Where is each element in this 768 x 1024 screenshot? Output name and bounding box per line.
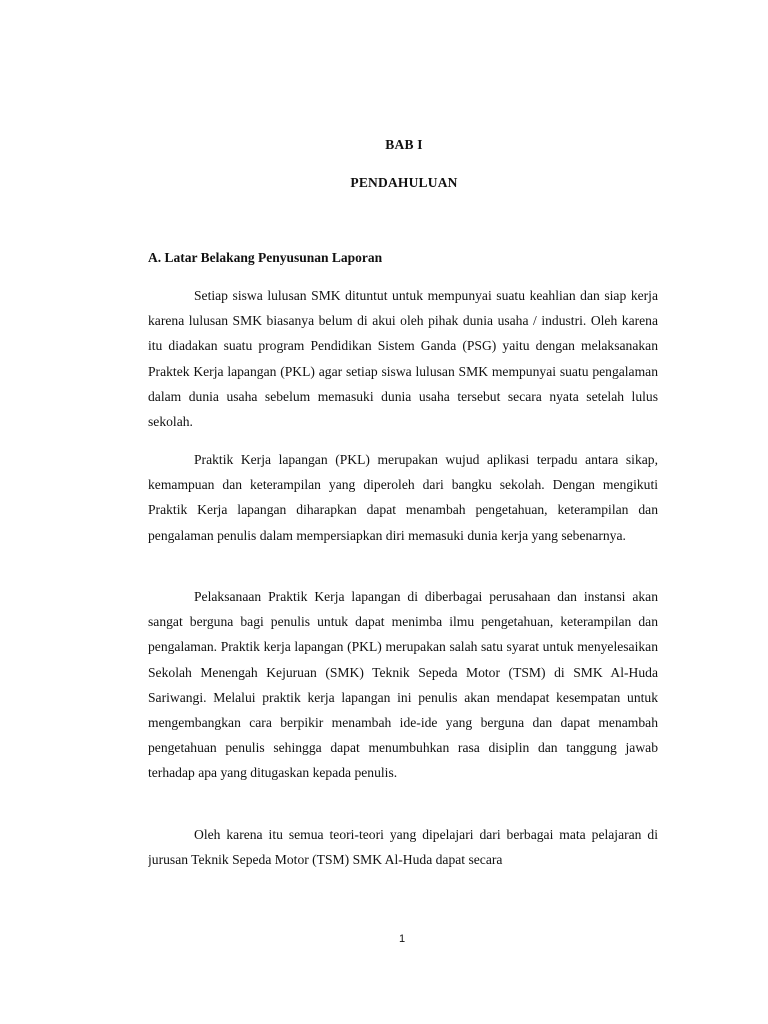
paragraph: Oleh karena itu semua teori-teori yang dipelajari dari berbagai mata pelajaran di jurusan Teknik Sepeda Motor (TSM) SMK Al-Huda dapat secara (148, 827, 658, 868)
section-heading: A. Latar Belakang Penyusunan Laporan (148, 250, 383, 265)
paragraph: Setiap siswa lulusan SMK dituntut untuk mempunyai suatu keahlian dan siap kerja karena lulusan SMK biasanya belum di akui oleh pihak dunia usaha / industri. Oleh karena itu diadakan suatu program Pendidikan Sistem Ganda (PSG) yaitu dengan melaksanakan Praktek Kerja lapangan (PKL) agar setiap siswa lulusan SMK mempunyai suatu pengalaman dalam dunia usaha sebelum memasuki dunia usaha tersebut secara nyata setelah lulus sekolah. (148, 288, 658, 430)
paragraph: Pelaksanaan Praktik Kerja lapangan di diberbagai perusahaan dan instansi akan sangat berguna bagi penulis untuk dapat menimba ilmu pengetahuan, keterampilan dan pengalaman. Praktik kerja lapangan (PKL) merupakan salah satu syarat untuk menyelesaikan Sekolah Menengah Kejuruan (SMK) Teknik Sepeda Motor (TSM) di SMK Al-Huda Sariwangi. Melalui praktik kerja lapangan ini penulis akan mendapat kesempatan untuk mengembangkan cara berpikir menambah ide-ide yang berguna dan dapat menambah pengetahuan penulis sehingga dapat menumbuhkan rasa disiplin dan tanggung jawab terhadap apa yang ditugaskan kepada penulis. (148, 589, 658, 781)
paragraph: Praktik Kerja lapangan (PKL) merupakan wujud aplikasi terpadu antara sikap, kemampuan dan keterampilan yang diperoleh dari bangku sekolah. Dengan mengikuti Praktik Kerja lapangan diharapkan dapat menambah pengetahuan, keterampilan dan pengalaman penulis dalam mempersiapkan diri memasuki dunia kerja yang sebenarnya. (148, 452, 658, 543)
chapter-heading: BAB I (385, 137, 423, 152)
page-number: 1 (398, 933, 406, 945)
chapter-title: PENDAHULUAN (350, 175, 458, 190)
